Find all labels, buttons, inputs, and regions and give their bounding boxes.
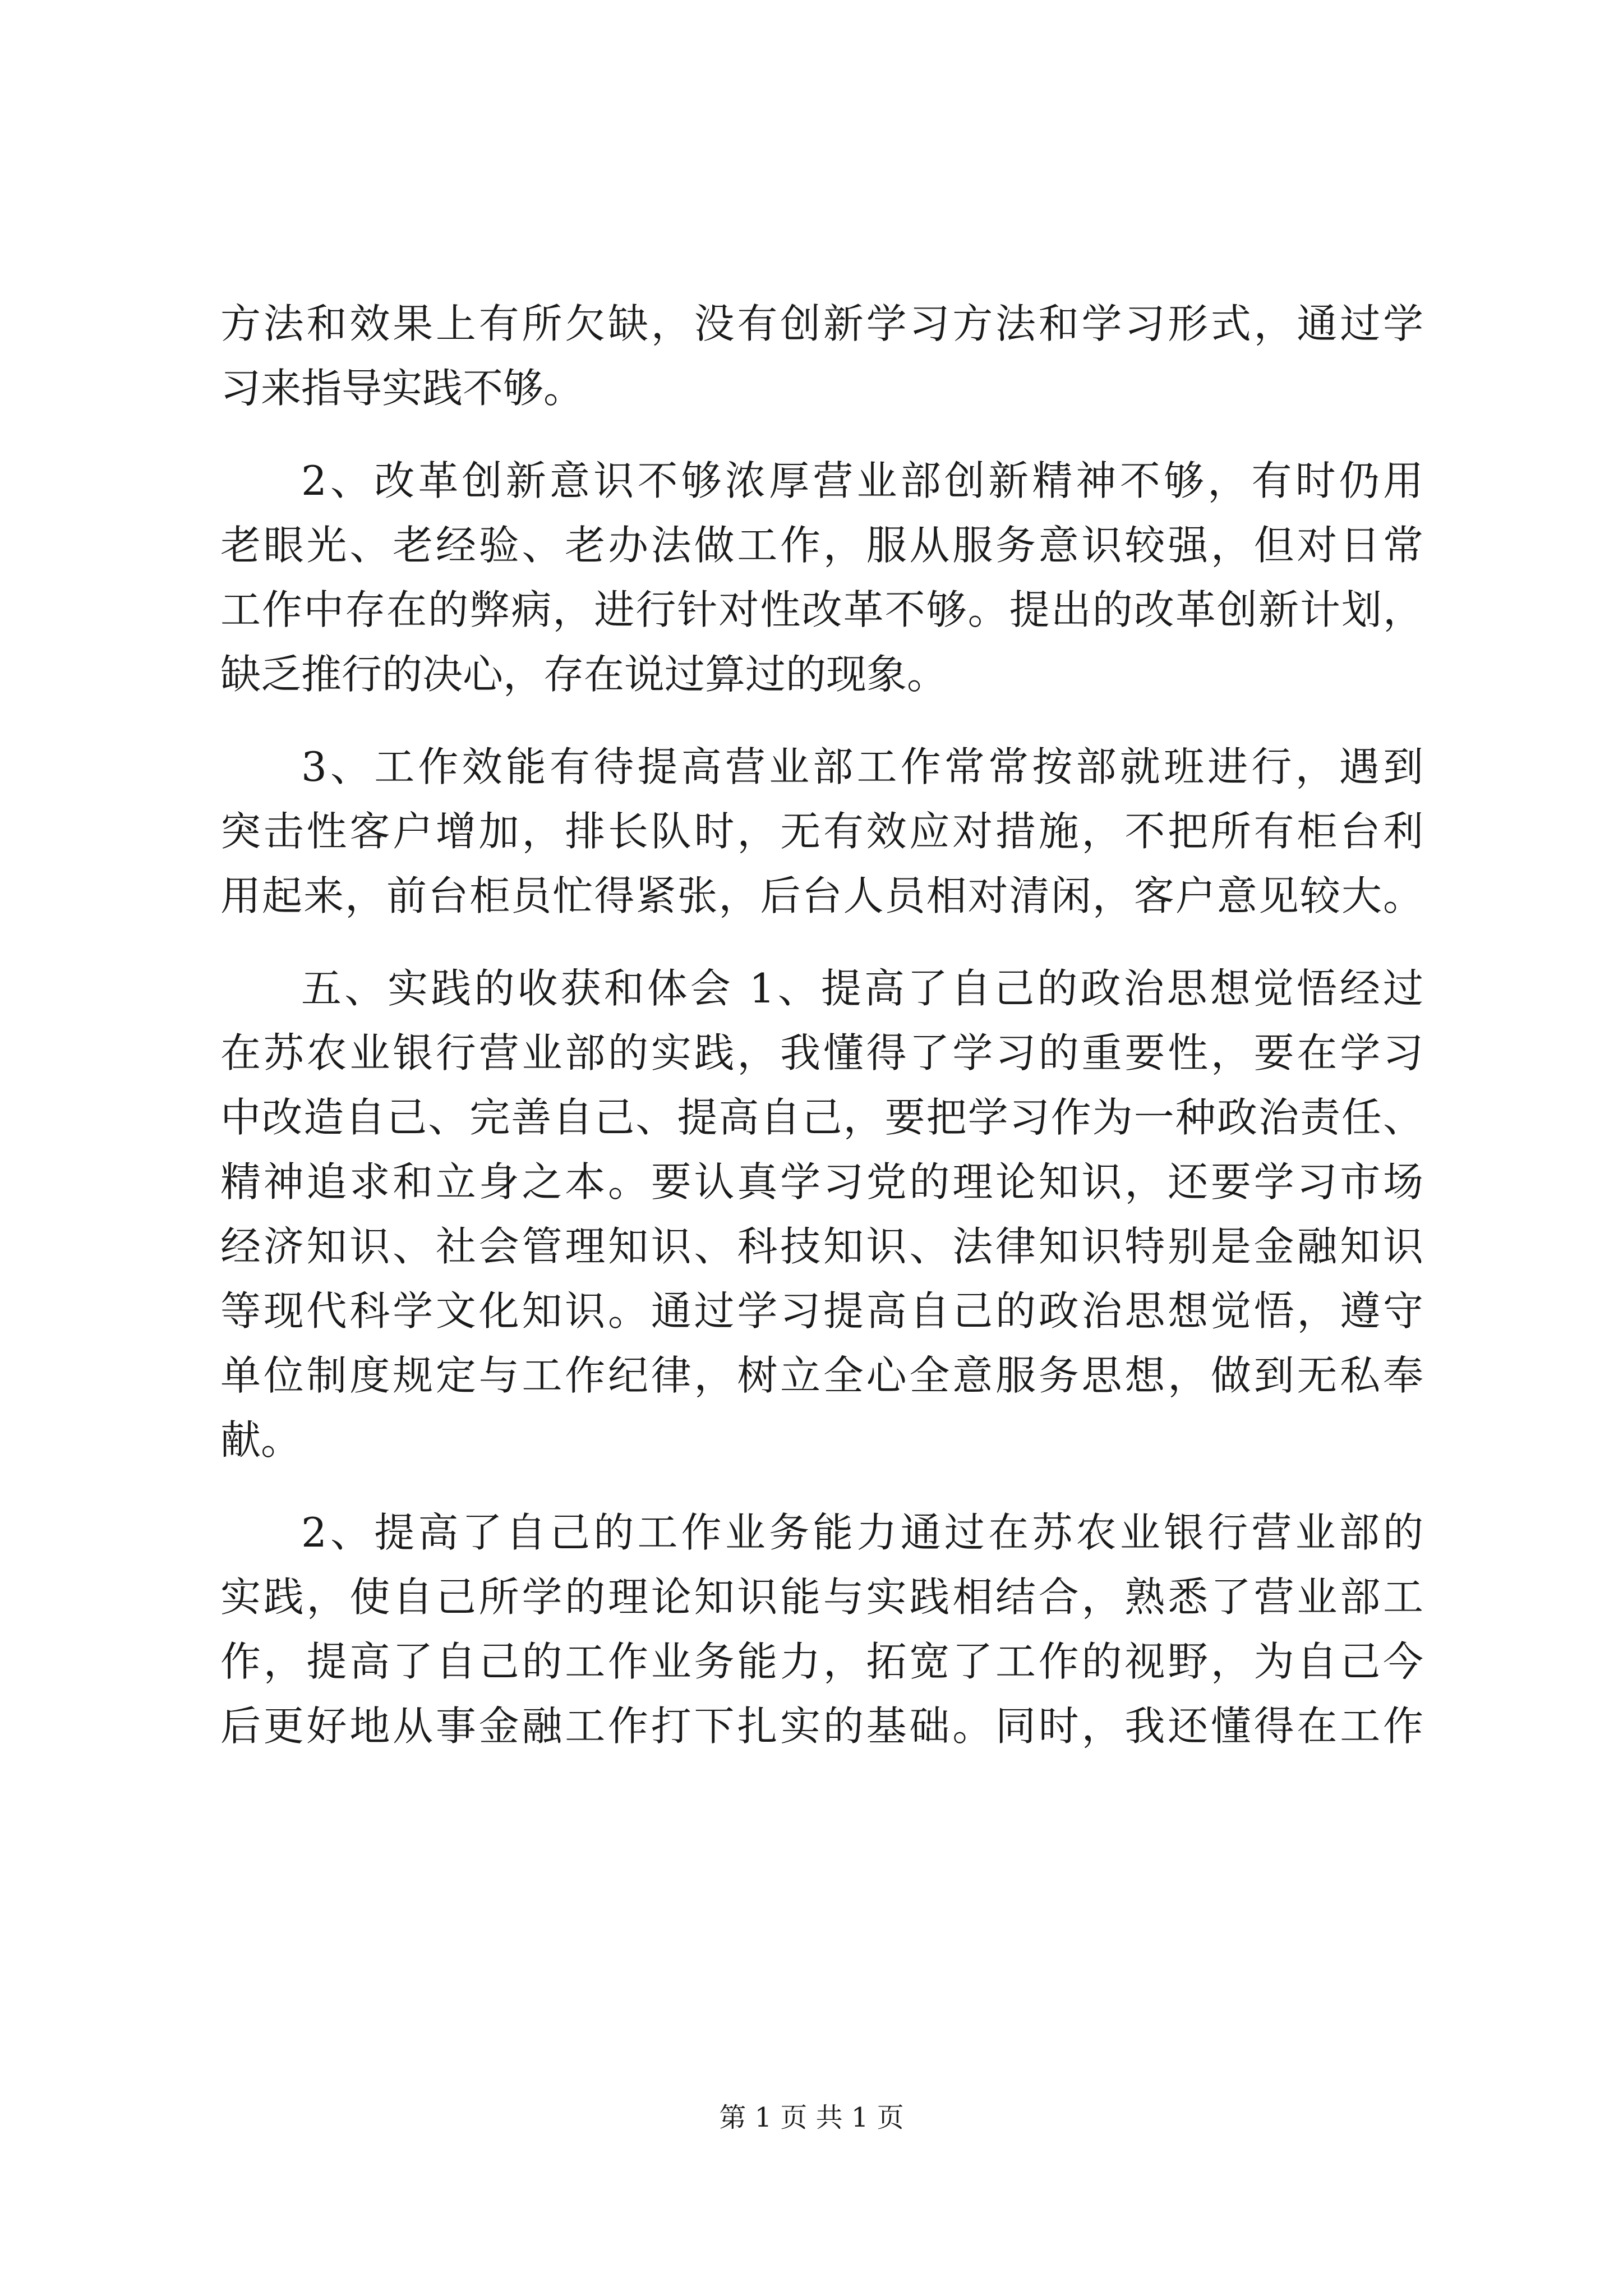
paragraph-start-line: 2、改革创新意识不够浓厚营业部创新精神不够，有时仍用 [301, 457, 1423, 504]
page-footer [0, 2101, 1623, 2134]
text-line: 用起来，前台柜员忙得紧张，后台人员相对清闲，客户意见较大。 [220, 872, 1423, 919]
paragraph-start-line: 五、实践的收获和体会 1、提高了自己的政治思想觉悟经过 [301, 965, 1423, 1012]
text-line: 缺乏推行的决心，存在说过算过的现象。 [220, 651, 948, 698]
text-line: 突击性客户增加，排长队时，无有效应对措施，不把所有柜台利 [220, 808, 1423, 855]
text-line: 老眼光、老经验、老办法做工作，服从服务意识较强，但对日常 [220, 522, 1423, 569]
text-line: 在苏农业银行营业部的实践，我懂得了学习的重要性，要在学习 [220, 1029, 1423, 1076]
text-line: 精神追求和立身之本。要认真学习党的理论知识，还要学习市场 [220, 1158, 1423, 1205]
text-line: 单位制度规定与工作纪律，树立全心全意服务思想，做到无私奉 [220, 1352, 1423, 1399]
paragraph-start-line: 3、工作效能有待提高营业部工作常常按部就班进行，遇到 [301, 743, 1423, 790]
text-line: 中改造自己、完善自己、提高自己，要把学习作为一种政治责任、 [220, 1094, 1423, 1141]
text-line: 习来指导实践不够。 [220, 365, 584, 412]
text-line: 等现代科学文化知识。通过学习提高自己的政治思想觉悟，遵守 [220, 1287, 1423, 1335]
paragraph-start-line: 2、提高了自己的工作业务能力通过在苏农业银行营业部的 [301, 1509, 1423, 1556]
text-line: 后更好地从事金融工作打下扎实的基础。同时，我还懂得在工作 [220, 1703, 1423, 1750]
text-line: 经济知识、社会管理知识、科技知识、法律知识特别是金融知识 [220, 1223, 1423, 1270]
text-line: 作，提高了自己的工作业务能力，拓宽了工作的视野，为自己今 [220, 1638, 1423, 1685]
page-number-label: 第 1 页 共 1 页 [719, 2102, 904, 2133]
text-line: 献。 [220, 1416, 302, 1464]
document-body [220, 292, 1423, 1759]
text-line: 工作中存在的弊病，进行针对性改革不够。提出的改革创新计划， [220, 586, 1423, 633]
text-line: 实践，使自己所学的理论知识能与实践相结合，熟悉了营业部工 [220, 1573, 1423, 1621]
text-line: 方法和效果上有所欠缺，没有创新学习方法和学习形式，通过学 [220, 300, 1423, 347]
